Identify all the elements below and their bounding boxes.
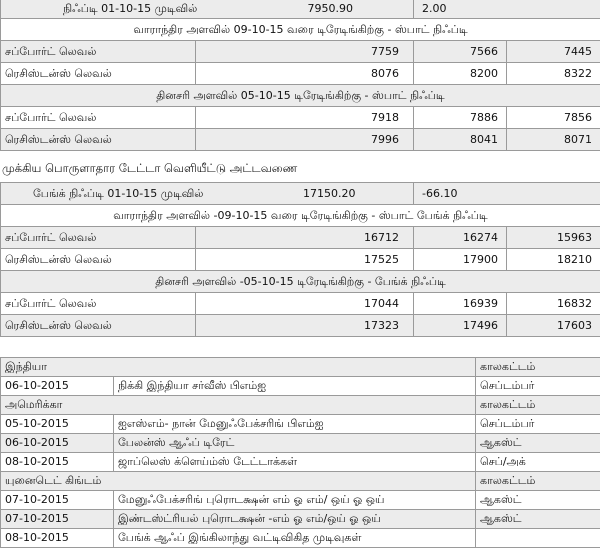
table-row (1, 510, 600, 529)
level-label: சப்போர்ட் லெவல் (1, 293, 196, 315)
event-name: பேங்க் ஆஃப் இங்கிலாந்து வட்டிவிகித முடிவுகள் (114, 529, 476, 548)
economic-calendar-table (0, 357, 600, 548)
bank-nifty-summary-row (1, 183, 600, 205)
nifty-summary-label: நிஃப்டி 01-10-15 முடிவில் (63, 2, 198, 15)
level-label: ரெசிஸ்டன்ஸ் லெவல் (1, 63, 196, 85)
level-value: 7566 (414, 41, 507, 63)
level-label: ரெசிஸ்டன்ஸ் லெவல் (1, 129, 196, 151)
event-name: ஐஎஸ்எம்- நான் மேனுஃபேக்சரிங் பிஎம்ஐ (114, 415, 476, 434)
country-row-usa (1, 396, 600, 415)
event-period: ஆகஸ்ட் (476, 510, 600, 529)
level-value: 7759 (196, 41, 414, 63)
table-row (1, 63, 600, 85)
level-value: 17603 (507, 315, 600, 337)
bank-nifty-summary-label: பேங்க் நிஃப்டி 01-10-15 முடிவில் (33, 187, 204, 200)
table-row (1, 227, 600, 249)
bank-nifty-summary-change: -66.10 (414, 183, 600, 205)
event-name: நிக்கி இந்தியா சர்வீஸ் பிஎம்ஐ (114, 377, 476, 396)
table-row (1, 491, 600, 510)
level-value: 18210 (507, 249, 600, 271)
event-date: 06-10-2015 (1, 377, 114, 396)
event-period: செப்டம்பர் (476, 415, 600, 434)
bank-nifty-summary-value: 17150.20 (303, 187, 356, 200)
country-row-uk (1, 472, 600, 491)
level-value: 15963 (507, 227, 600, 249)
nifty-weekly-heading: வாராந்திர அளவில் 09-10-15 வரை டிரேடிங்கிற்கு - ஸ்பாட் நிஃப்டி (1, 19, 600, 41)
event-name: இண்டஸ்ட்ரியல் புரொடக்ஷன் -எம் ஓ எம்/ஒய் ஓ ஒய் (114, 510, 476, 529)
bank-nifty-daily-heading: தினசரி அளவில் -05-10-15 டிரேடிங்கிற்கு - பேங்க் நிஃப்டி (1, 271, 600, 293)
nifty-daily-heading: தினசரி அளவில் 05-10-15 டிரேடிங்கிற்கு - ஸ்பாட் நிஃப்டி (1, 85, 600, 107)
nifty-weekly-heading-row (1, 19, 600, 41)
event-name: பேலன்ஸ் ஆஃப் டிரேட் (114, 434, 476, 453)
level-value: 8041 (414, 129, 507, 151)
table-row (1, 249, 600, 271)
country-row-india (1, 358, 600, 377)
event-date: 08-10-2015 (1, 453, 114, 472)
level-label: சப்போர்ட் லெவல் (1, 41, 196, 63)
table-row (1, 415, 600, 434)
country-name: யுனைடெட் கிங்டம் (1, 472, 476, 491)
nifty-summary-change: 2.00 (414, 0, 600, 19)
bank-nifty-weekly-heading: வாராந்திர அளவில் -09-10-15 வரை டிரேடிங்கிற்கு - ஸ்பாட் பேங்க் நிஃப்டி (1, 205, 600, 227)
country-name: இந்தியா (1, 358, 476, 377)
level-value: 16274 (414, 227, 507, 249)
table-row (1, 315, 600, 337)
event-period: செப்/அக் (476, 453, 600, 472)
level-label: ரெசிஸ்டன்ஸ் லெவல் (1, 249, 196, 271)
nifty-daily-heading-row (1, 85, 600, 107)
level-value: 17044 (196, 293, 414, 315)
event-period: செப்டம்பர் (476, 377, 600, 396)
level-label: சப்போர்ட் லெவல் (1, 107, 196, 129)
level-value: 8071 (507, 129, 600, 151)
table-row (1, 41, 600, 63)
event-date: 05-10-2015 (1, 415, 114, 434)
event-period (476, 529, 600, 548)
bank-nifty-weekly-heading-row (1, 205, 600, 227)
level-label: சப்போர்ட் லெவல் (1, 227, 196, 249)
table-row (1, 107, 600, 129)
level-value: 8200 (414, 63, 507, 85)
event-date: 06-10-2015 (1, 434, 114, 453)
period-header: காலகட்டம் (476, 358, 600, 377)
level-value: 8322 (507, 63, 600, 85)
bank-nifty-levels-table (0, 182, 600, 337)
event-date: 07-10-2015 (1, 510, 114, 529)
level-value: 8076 (196, 63, 414, 85)
country-name: அமெரிக்கா (1, 396, 476, 415)
event-period: ஆகஸ்ட் (476, 434, 600, 453)
event-name: மேனுஃபேக்சரிங் புரொடக்ஷன் எம் ஓ எம்/ ஒய் ஓ ஒய் (114, 491, 476, 510)
section-heading: முக்கிய பொருளாதார டேட்டா வெளியீட்டு அட்டவணை (2, 161, 298, 175)
bank-nifty-daily-heading-row (1, 271, 600, 293)
table-row (1, 293, 600, 315)
level-value: 16712 (196, 227, 414, 249)
nifty-summary-value: 7950.90 (307, 2, 353, 15)
level-value: 7856 (507, 107, 600, 129)
level-value: 17525 (196, 249, 414, 271)
level-value: 17323 (196, 315, 414, 337)
table-row (1, 377, 600, 396)
level-value: 16832 (507, 293, 600, 315)
event-period: ஆகஸ்ட் (476, 491, 600, 510)
level-value: 7918 (196, 107, 414, 129)
event-date: 07-10-2015 (1, 491, 114, 510)
bank-nifty-summary-cell (1, 183, 414, 205)
level-value: 7886 (414, 107, 507, 129)
nifty-summary-cell (1, 0, 414, 19)
nifty-summary-row (1, 0, 600, 19)
period-header: காலகட்டம் (476, 396, 600, 415)
table-row (1, 434, 600, 453)
period-header: காலகட்டம் (476, 472, 600, 491)
table-row (1, 453, 600, 472)
level-label: ரெசிஸ்டன்ஸ் லெவல் (1, 315, 196, 337)
level-value: 17496 (414, 315, 507, 337)
event-date: 08-10-2015 (1, 529, 114, 548)
level-value: 17900 (414, 249, 507, 271)
event-name: ஜாப்லெஸ் க்ளெய்ம்ஸ் டேட்டாக்கள் (114, 453, 476, 472)
level-value: 7445 (507, 41, 600, 63)
table-row (1, 529, 600, 548)
level-value: 16939 (414, 293, 507, 315)
nifty-levels-table (0, 0, 600, 151)
level-value: 7996 (196, 129, 414, 151)
table-row (1, 129, 600, 151)
